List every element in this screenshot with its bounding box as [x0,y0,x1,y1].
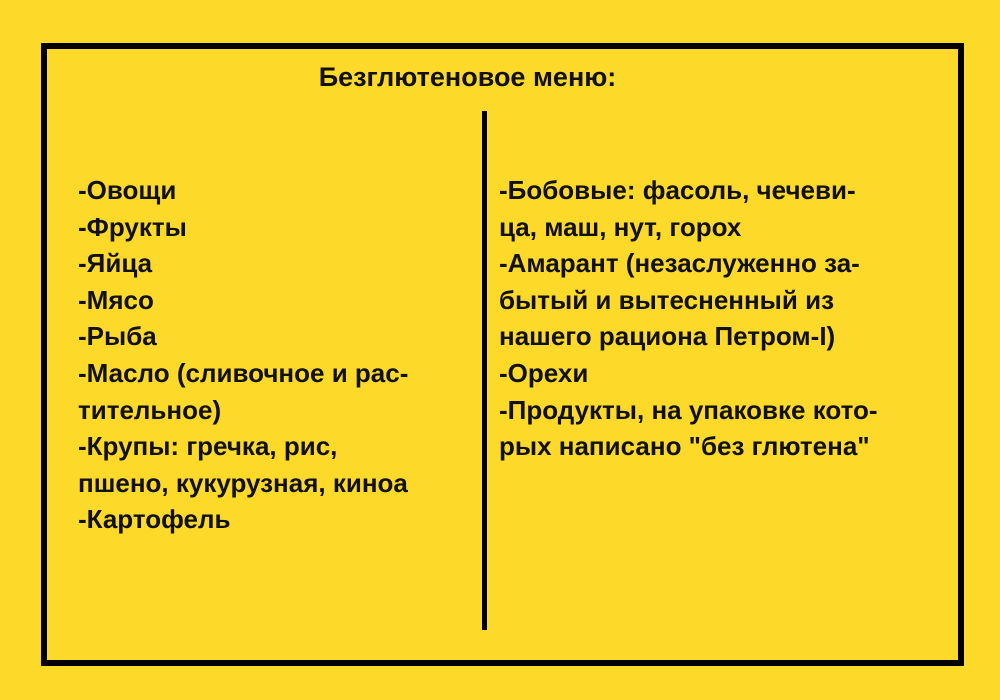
right-line: бытый и вытесненный из [499,284,835,315]
left-column [78,172,473,538]
left-line: тительное) [78,394,222,425]
right-column [499,172,949,465]
left-line: -Рыба [78,321,157,352]
left-line: -Яйца [78,248,153,279]
column-divider [482,111,487,630]
right-line: нашего рациона Петром-I) [499,321,836,352]
right-line: -Орехи [499,357,589,388]
left-line: -Мясо [78,284,154,315]
right-line: -Бобовые: фасоль, чечеви- [499,175,856,205]
left-line: -Фрукты [78,211,187,242]
right-line: ца, маш, нут, горох [499,211,742,242]
page-title: Безглютеновое меню: [318,62,617,92]
right-line: рых написано "без глютена" [499,431,870,462]
left-line: -Масло (сливочное и рас- [78,357,409,388]
left-line: -Овощи [78,175,177,205]
right-line: -Амарант (незаслуженно за- [499,248,860,279]
left-line: пшено, кукурузная, киноа [78,467,408,498]
left-line: -Крупы: гречка, рис, [78,431,338,462]
right-line: -Продукты, на упаковке кото- [499,394,878,425]
left-line: -Картофель [78,504,231,535]
